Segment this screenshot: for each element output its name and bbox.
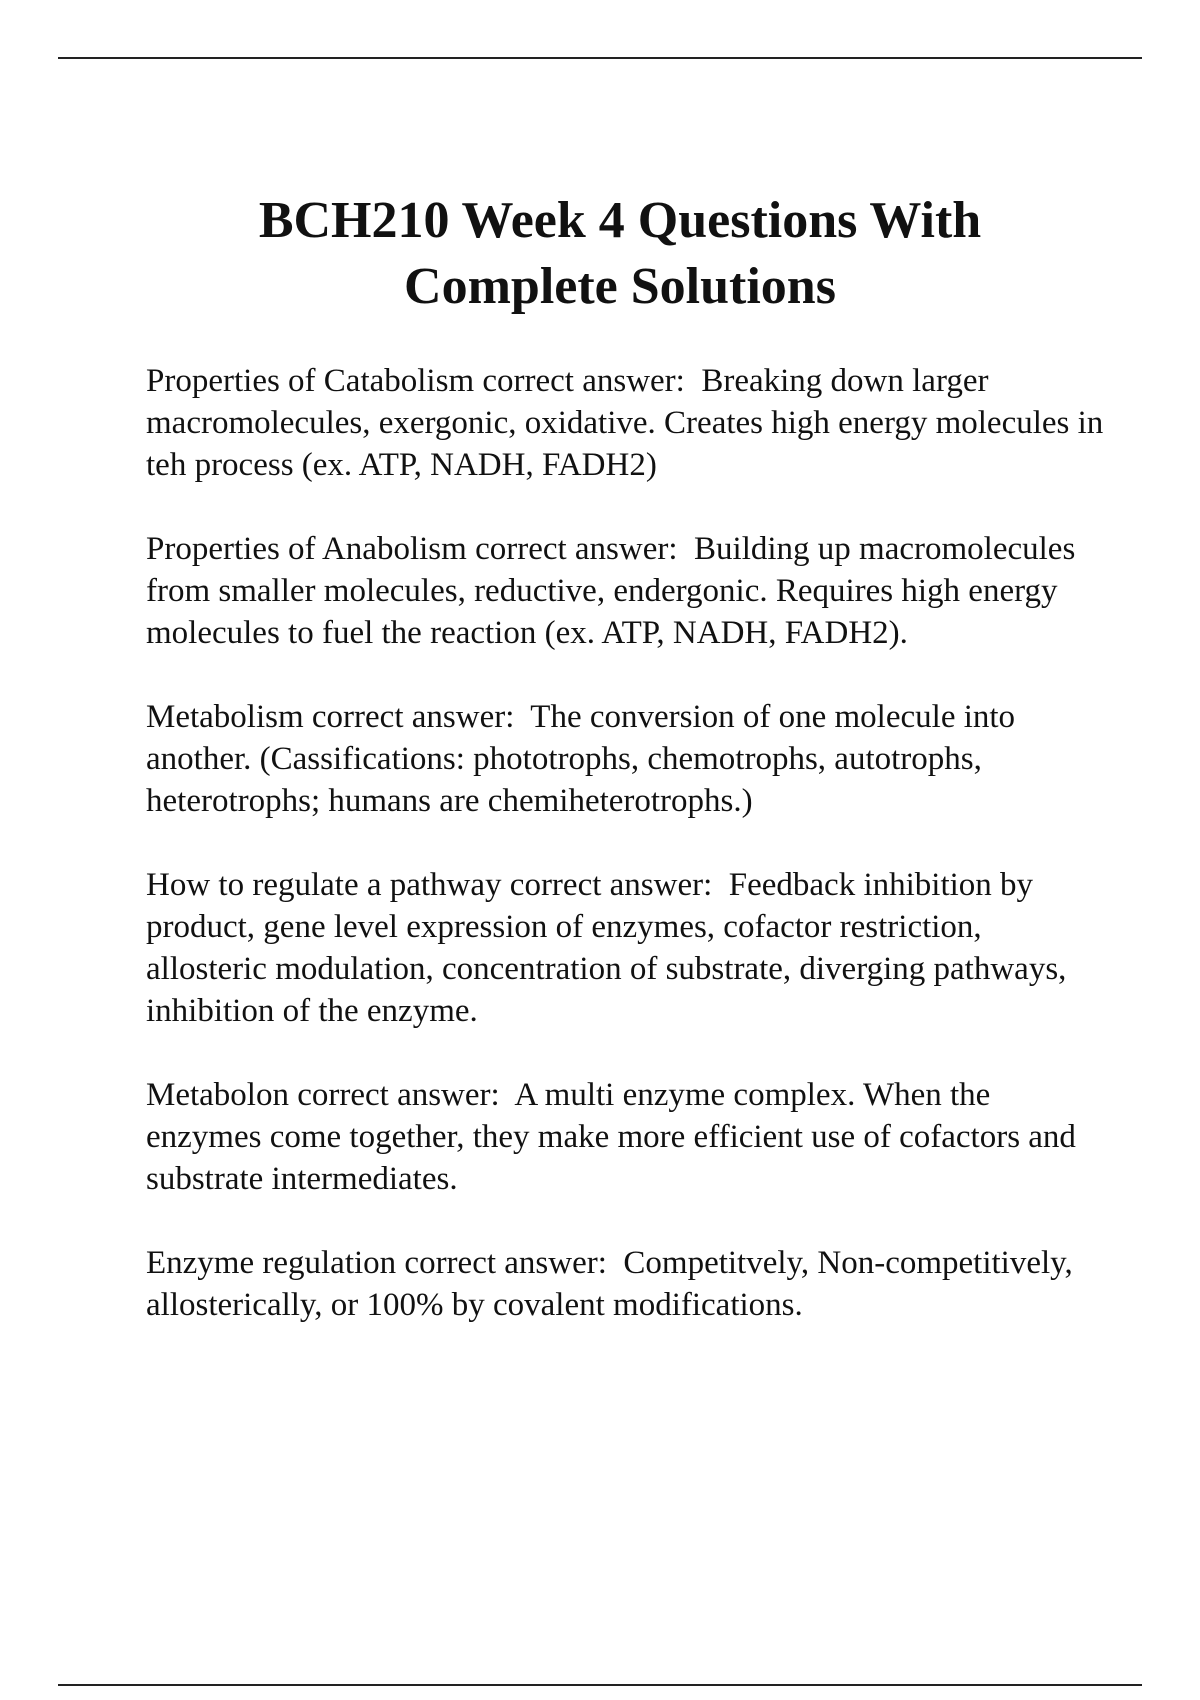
top-rule [58,57,1142,59]
qa-entry [146,528,1106,654]
qa-term: How to regulate a pathway [146,867,502,903]
bottom-rule [58,1684,1142,1686]
qa-entry [146,864,1106,1032]
qa-term: Metabolism [146,699,304,735]
qa-entry [146,1242,1106,1326]
answer-marker: correct answer: [297,1077,500,1113]
answer-marker: correct answer: [482,363,685,399]
qa-term: Enzyme regulation [146,1245,397,1281]
answer-marker: correct answer: [404,1245,607,1281]
qa-list [146,360,1106,1368]
qa-answer: Breaking down larger macromolecules, exergonic, oxidative. Creates high energy molecules in teh process (ex. ATP, NADH, FADH2) [146,363,1104,483]
qa-entry [146,696,1106,822]
qa-entry [146,1074,1106,1200]
qa-answer: Competitvely, Non-competitively, allosterically, or 100% by covalent modifications. [146,1245,1073,1323]
qa-answer: Feedback inhibition by product, gene level expression of enzymes, cofactor restriction, allosteric modulation, concentration of substrate, diverging pathways, inhibition of the enzyme. [146,867,1067,1029]
qa-entry [146,360,1106,486]
document-title: BCH210 Week 4 Questions With Complete Solutions [258,192,982,315]
qa-term: Properties of Catabolism [146,363,475,399]
answer-marker: correct answer: [311,699,515,735]
answer-marker: correct answer: [509,867,713,903]
answer-marker: correct answer: [475,531,678,567]
qa-term: Properties of Anabolism [146,531,467,567]
qa-answer: A multi enzyme complex. When the enzymes come together, they make more efficient use of cofactors and substrate intermediates. [146,1077,1076,1197]
qa-answer: The conversion of one molecule into another. (Cassifications: phototrophs, chemotrophs, autotrophs, heterotrophs; humans are chemiheterotrophs.) [146,699,1016,819]
qa-term: Metabolon [146,1077,289,1113]
qa-answer: Building up macromolecules from smaller molecules, reductive, endergonic. Requires high energy molecules to fuel the reaction (ex. ATP, NADH, FADH2). [146,531,1076,651]
